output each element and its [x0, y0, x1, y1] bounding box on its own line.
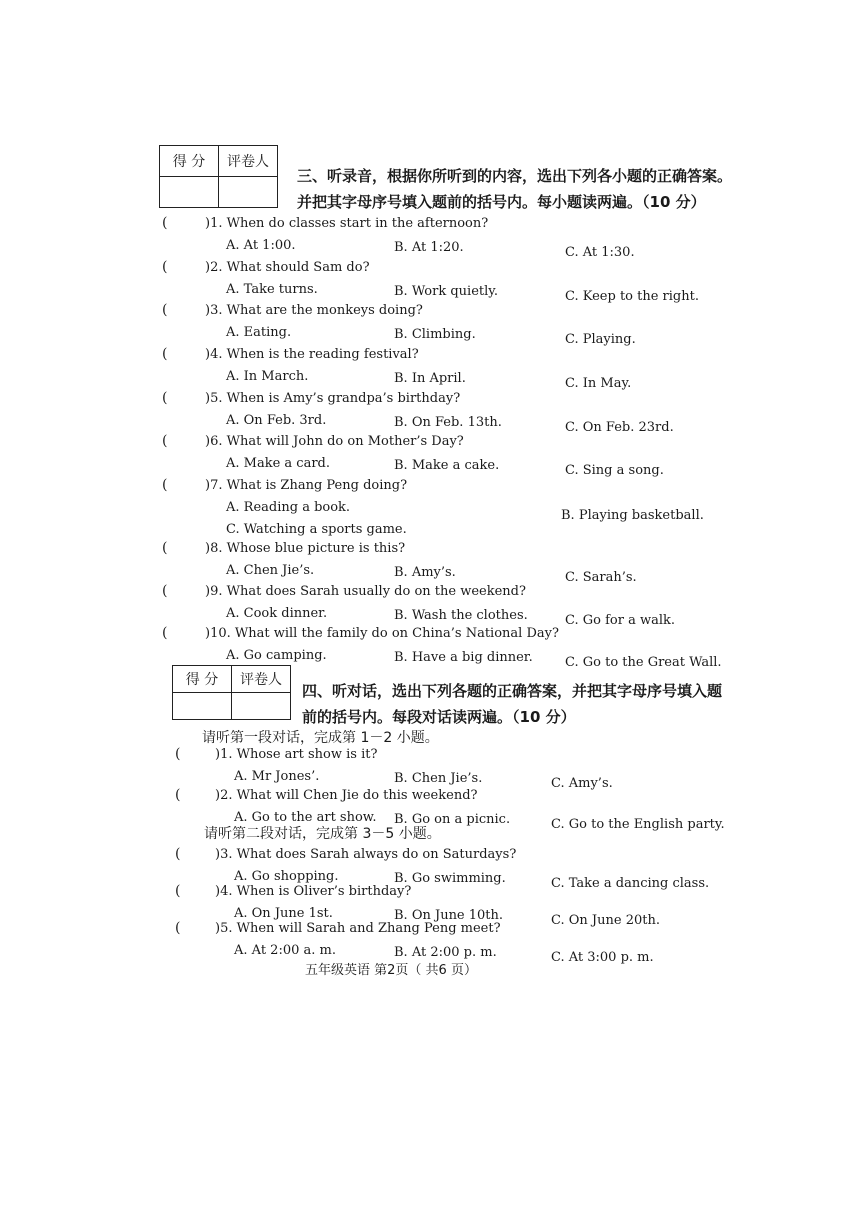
section4-part1-label: 请听第一段对话，完成第 1－2 小题。 — [202, 730, 439, 746]
option-a: A. Cook dinner. — [226, 606, 328, 621]
option-c: C. On Feb. 23rd. — [565, 420, 674, 435]
option-b: B. On June 10th. — [394, 908, 504, 923]
question-text: )5. When will Sarah and Zhang Peng meet? — [215, 921, 501, 936]
score-header: 得 分 — [173, 666, 232, 693]
option-c: C. Go to the Great Wall. — [565, 655, 722, 670]
option-b: B. Climbing. — [394, 327, 476, 342]
answer-bracket[interactable]: ( — [162, 477, 168, 493]
option-a: A. Go to the art show. — [234, 810, 377, 825]
score-cell[interactable] — [160, 177, 219, 208]
question-text: )7. What is Zhang Peng doing? — [205, 478, 408, 493]
answer-bracket[interactable]: ( — [162, 215, 168, 231]
question-text: )10. What will the family do on China’s National Day? — [205, 626, 559, 641]
score-header: 得 分 — [160, 146, 219, 177]
question-text: )2. What will Chen Jie do this weekend? — [215, 788, 478, 803]
option-b: B. In April. — [394, 371, 466, 386]
score-cell[interactable] — [173, 693, 232, 720]
option-c: C. Sarah’s. — [565, 570, 637, 585]
option-c: C. Playing. — [565, 332, 636, 347]
section4-part2-label: 请听第二段对话，完成第 3－5 小题。 — [204, 826, 441, 842]
option-b: B. Make a cake. — [394, 458, 500, 473]
question-text: )1. When do classes start in the afternoon? — [205, 216, 489, 231]
option-b: B. On Feb. 13th. — [394, 415, 502, 430]
grader-header: 评卷人 — [219, 146, 278, 177]
page-footer: 五年级英语 第2页（ 共6 页） — [305, 963, 477, 978]
grader-header: 评卷人 — [232, 666, 291, 693]
option-b: B. Have a big dinner. — [394, 650, 533, 665]
option-c: C. Go for a walk. — [565, 613, 676, 628]
option-a: A. Chen Jie’s. — [226, 563, 315, 578]
option-b: B. At 2:00 p. m. — [394, 945, 497, 960]
option-a: A. Take turns. — [226, 282, 318, 297]
option-b: B. Work quietly. — [394, 284, 499, 299]
answer-bracket[interactable]: ( — [162, 583, 168, 599]
option-c: C. At 3:00 p. m. — [551, 950, 654, 965]
option-a: A. In March. — [226, 369, 309, 384]
grader-cell[interactable] — [219, 177, 278, 208]
option-c: C. On June 20th. — [551, 913, 660, 928]
question-text: )8. Whose blue picture is this? — [205, 541, 406, 556]
option-c: C. Take a dancing class. — [551, 876, 710, 891]
answer-bracket[interactable]: ( — [175, 746, 181, 762]
option-c: C. Amy’s. — [551, 776, 613, 791]
answer-bracket[interactable]: ( — [175, 787, 181, 803]
answer-bracket[interactable]: ( — [162, 259, 168, 275]
question-text: )6. What will John do on Mother’s Day? — [205, 434, 464, 449]
option-a: A. Eating. — [226, 325, 292, 340]
answer-bracket[interactable]: ( — [162, 625, 168, 641]
question-text: )5. When is Amy’s grandpa’s birthday? — [205, 391, 461, 406]
answer-bracket[interactable]: ( — [162, 302, 168, 318]
option-b: B. Amy’s. — [394, 565, 456, 580]
option-c: C. At 1:30. — [565, 245, 635, 260]
grader-cell[interactable] — [232, 693, 291, 720]
option-a: A. On Feb. 3rd. — [226, 413, 327, 428]
option-a: A. Go camping. — [226, 648, 327, 663]
option-c: C. In May. — [565, 376, 632, 391]
option-b: B. Go on a picnic. — [394, 812, 511, 827]
section3-instruction: 三、听录音，根据你所听到的内容，选出下列各小题的正确答案。并把其字母序号填入题前的括号内。每小题读两遍。（10 分） — [297, 167, 733, 211]
option-a: A. On June 1st. — [234, 906, 333, 921]
option-a: A. At 1:00. — [226, 238, 296, 253]
option-c: C. Keep to the right. — [565, 289, 699, 304]
option-c: C. Watching a sports game. — [226, 522, 407, 537]
option-a: A. Reading a book. — [226, 500, 351, 515]
score-table-section3 — [159, 145, 278, 208]
question-text: )9. What does Sarah usually do on the weekend? — [205, 584, 526, 599]
score-table-section4 — [172, 665, 291, 720]
option-a: A. Make a card. — [226, 456, 330, 471]
option-a: A. Go shopping. — [234, 869, 339, 884]
answer-bracket[interactable]: ( — [175, 846, 181, 862]
answer-bracket[interactable]: ( — [162, 540, 168, 556]
option-a: A. Mr Jones’. — [234, 769, 320, 784]
option-c: C. Go to the English party. — [551, 817, 725, 832]
option-b: B. Go swimming. — [394, 871, 506, 886]
option-b: B. Wash the clothes. — [394, 608, 528, 623]
option-b: B. Chen Jie’s. — [394, 771, 483, 786]
question-text: )4. When is the reading festival? — [205, 347, 419, 362]
question-text: )4. When is Oliver’s birthday? — [215, 884, 412, 899]
question-text: )1. Whose art show is it? — [215, 747, 378, 762]
answer-bracket[interactable]: ( — [162, 390, 168, 406]
answer-bracket[interactable]: ( — [175, 883, 181, 899]
answer-bracket[interactable]: ( — [162, 433, 168, 449]
option-a: A. At 2:00 a. m. — [234, 943, 336, 958]
question-text: )2. What should Sam do? — [205, 260, 370, 275]
answer-bracket[interactable]: ( — [162, 346, 168, 362]
option-b: B. At 1:20. — [394, 240, 464, 255]
question-text: )3. What are the monkeys doing? — [205, 303, 423, 318]
question-text: )3. What does Sarah always do on Saturdays? — [215, 847, 517, 862]
section4-instruction: 四、听对话，选出下列各题的正确答案，并把其字母序号填入题前的括号内。每段对话读两遍。（10 分） — [302, 682, 723, 726]
answer-bracket[interactable]: ( — [175, 920, 181, 936]
option-c: C. Sing a song. — [565, 463, 664, 478]
option-b: B. Playing basketball. — [561, 508, 704, 523]
